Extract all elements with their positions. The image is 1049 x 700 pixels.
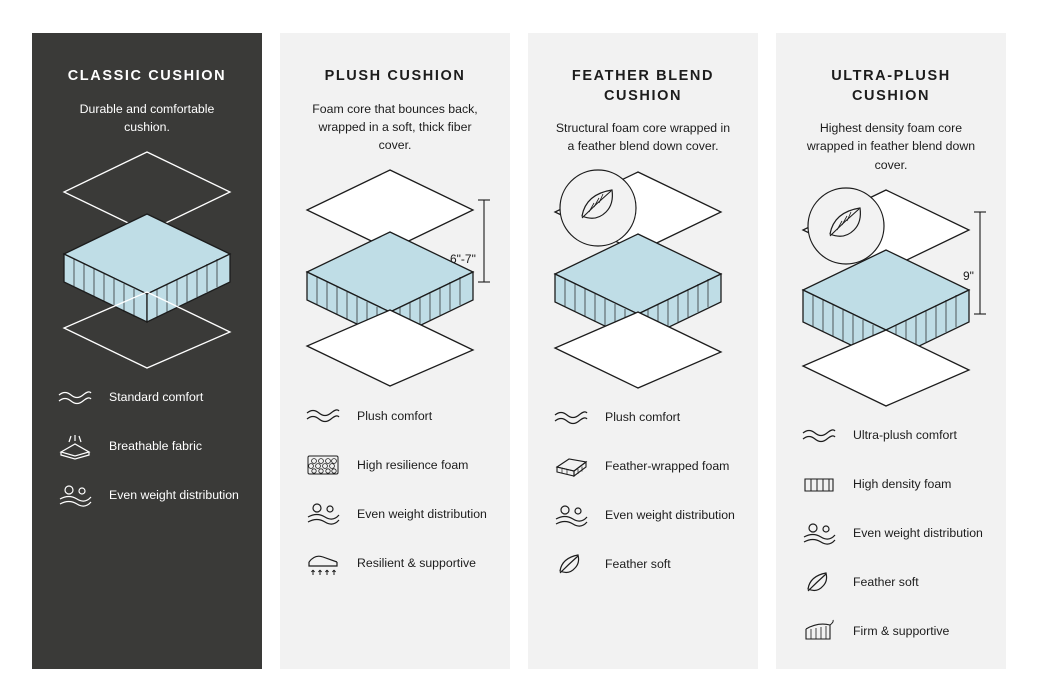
list-item bbox=[798, 616, 984, 648]
wave-lines-icon bbox=[798, 420, 840, 452]
list-item bbox=[550, 549, 736, 581]
feature-label: High resilience foam bbox=[357, 457, 469, 472]
feature-label: Standard comfort bbox=[109, 390, 204, 405]
list-item bbox=[302, 498, 488, 530]
feature-label: Plush comfort bbox=[357, 408, 433, 423]
resilient-support-icon bbox=[302, 547, 344, 579]
list-item bbox=[550, 451, 736, 483]
feature-label: Feather soft bbox=[605, 557, 671, 572]
panel-ultra-plush-cushion bbox=[776, 33, 1006, 669]
feature-list bbox=[550, 402, 736, 581]
leaf-badge bbox=[560, 170, 636, 246]
page-title: PLUSH CUSHION bbox=[324, 68, 466, 84]
feature-label: Even weight distribution bbox=[357, 506, 487, 521]
feature-label: Even weight distribution bbox=[853, 526, 983, 541]
panel-feather-blend-cushion bbox=[528, 33, 758, 669]
wave-lines-icon bbox=[54, 382, 96, 414]
feature-list bbox=[798, 420, 984, 648]
panel-plush-cushion bbox=[280, 33, 510, 669]
feature-label: Resilient & supportive bbox=[357, 555, 476, 570]
list-item bbox=[54, 431, 240, 463]
feature-label: High density foam bbox=[853, 477, 952, 492]
even-weight-icon bbox=[302, 498, 344, 530]
panel-subtitle: Foam core that bounces back, wrapped in a soft, thick fiber cover. bbox=[312, 101, 478, 152]
firm-support-icon bbox=[798, 616, 840, 648]
even-weight-icon bbox=[550, 500, 592, 532]
feature-label: Firm & supportive bbox=[853, 624, 950, 639]
list-item bbox=[302, 547, 488, 579]
page-title: ULTRA-PLUSH CUSHION bbox=[831, 68, 951, 104]
feature-label: Feather-wrapped foam bbox=[605, 459, 730, 474]
cushion-exploded-diagram bbox=[302, 164, 488, 396]
cushion-exploded-diagram bbox=[550, 166, 736, 398]
leaf-badge bbox=[808, 188, 884, 264]
feature-label: Plush comfort bbox=[605, 410, 681, 425]
breathable-fabric-icon bbox=[54, 431, 96, 463]
page-title: CLASSIC CUSHION bbox=[67, 68, 227, 84]
feature-label: Breathable fabric bbox=[109, 439, 202, 454]
density-foam-icon bbox=[798, 469, 840, 501]
panel-subtitle: Highest density foam core wrapped in feather blend down cover. bbox=[806, 121, 976, 172]
page-title: FEATHER BLEND CUSHION bbox=[571, 68, 715, 104]
list-item bbox=[302, 400, 488, 432]
cushion-exploded-diagram bbox=[798, 184, 984, 416]
wave-lines-icon bbox=[302, 400, 344, 432]
even-weight-icon bbox=[798, 518, 840, 550]
cushion-exploded-diagram bbox=[54, 146, 240, 378]
feature-list bbox=[302, 400, 488, 579]
list-item bbox=[798, 567, 984, 599]
list-item bbox=[54, 480, 240, 512]
feature-label: Even weight distribution bbox=[605, 508, 735, 523]
feature-label: Feather soft bbox=[853, 575, 919, 590]
honeycomb-foam-icon bbox=[302, 449, 344, 481]
feature-label: Ultra-plush comfort bbox=[853, 428, 957, 443]
wave-lines-icon bbox=[550, 402, 592, 434]
list-item bbox=[302, 449, 488, 481]
feature-list bbox=[54, 382, 240, 512]
list-item bbox=[550, 402, 736, 434]
dimension-label: 6"-7" bbox=[450, 252, 476, 267]
panel-subtitle: Structural foam core wrapped in a feather blend down cover. bbox=[555, 121, 731, 154]
foam-block-icon bbox=[550, 451, 592, 483]
leaf-icon bbox=[798, 567, 840, 599]
panel-subtitle: Durable and comfortable cushion. bbox=[79, 101, 215, 134]
list-item bbox=[798, 420, 984, 452]
even-weight-icon bbox=[54, 480, 96, 512]
list-item bbox=[798, 518, 984, 550]
panel-classic-cushion bbox=[32, 33, 262, 669]
list-item bbox=[550, 500, 736, 532]
leaf-icon bbox=[550, 549, 592, 581]
list-item bbox=[798, 469, 984, 501]
dimension-label: 9" bbox=[963, 268, 974, 283]
list-item bbox=[54, 382, 240, 414]
feature-label: Even weight distribution bbox=[109, 488, 239, 503]
